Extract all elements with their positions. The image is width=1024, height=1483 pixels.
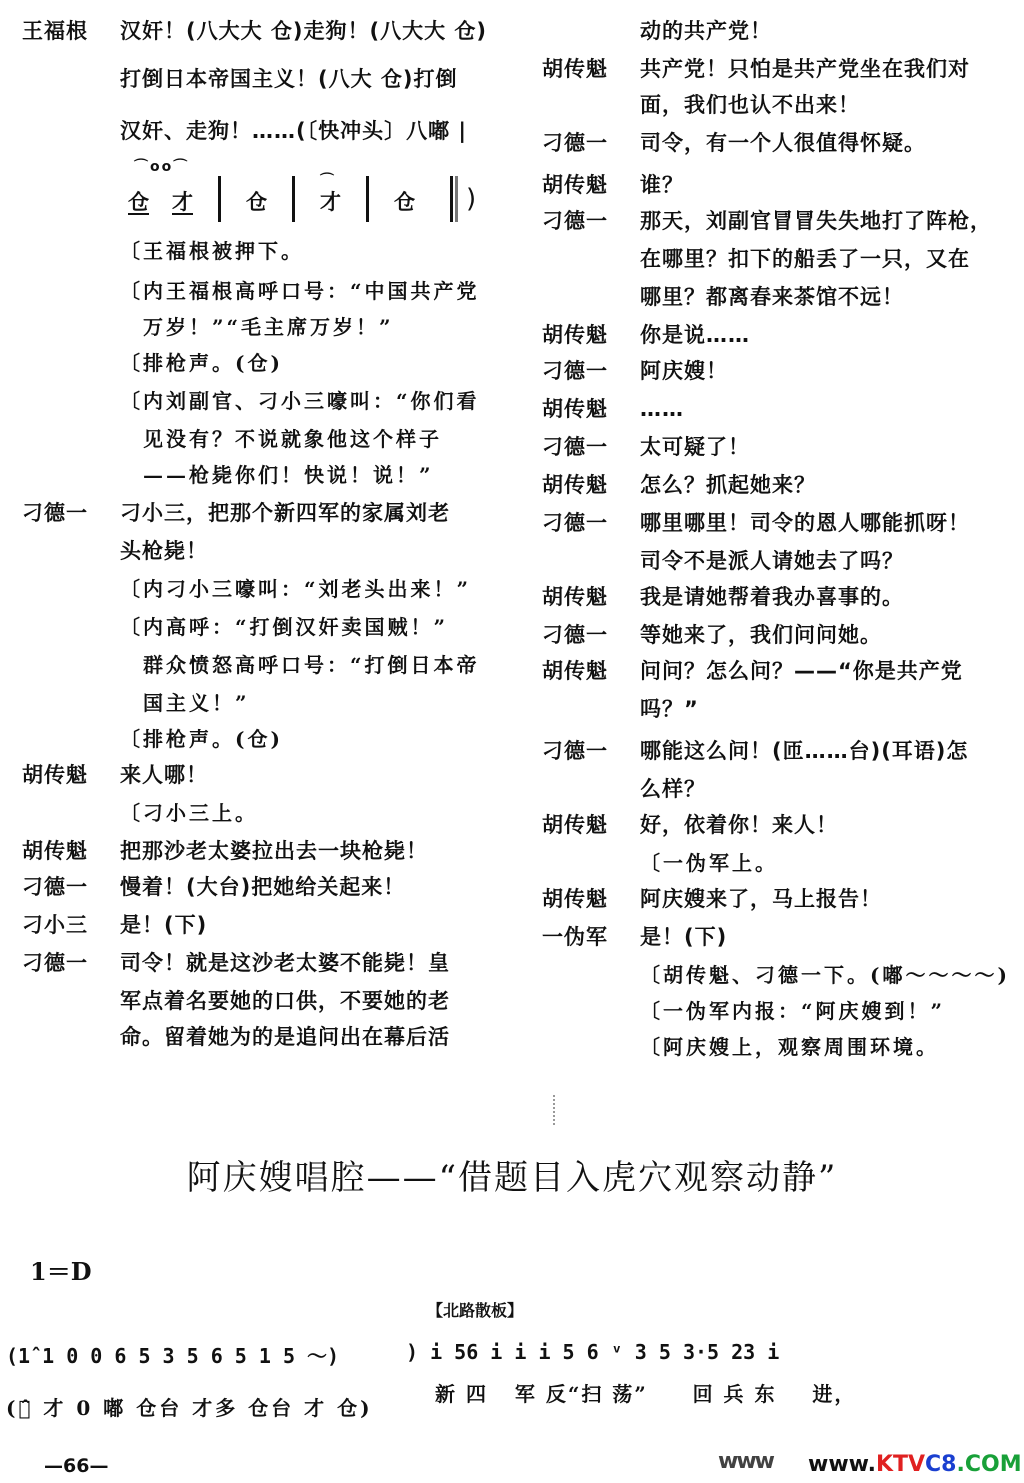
speaker-name: 刁德一 [542, 359, 608, 383]
stage-direction: 〔刁小三上。 [120, 801, 258, 825]
watermark-ktv: KTV [875, 1452, 926, 1477]
bar-line [366, 176, 369, 222]
speaker-name: 胡传魁 [542, 585, 608, 609]
speaker-name: 刁德一 [542, 209, 608, 233]
stage-direction: 〔内高呼：“打倒汉奸卖国贼！” [120, 615, 449, 639]
lyrics: 新 四 军 反“扫 荡” 回 兵 东 进， [435, 1382, 857, 1406]
stage-direction: ——枪毙你们！快说！说！” [120, 463, 434, 487]
speaker-name: 刁德一 [22, 951, 88, 975]
dialogue-line: 谁？ [640, 173, 684, 197]
dialogue-line: 么样？ [640, 777, 706, 801]
speaker-name: 刁德一 [22, 501, 88, 525]
stage-direction: 〔阿庆嫂上，观察周围环境。 [640, 1035, 939, 1059]
speaker-name: 胡传魁 [542, 323, 608, 347]
stage-direction: 〔排枪声。(仓) [120, 727, 283, 751]
speaker-name: 胡传魁 [22, 763, 88, 787]
dialogue-line: 司令！就是这沙老太婆不能毙！皇 [120, 951, 450, 975]
fermata-icon: ⌒ [320, 173, 334, 189]
stage-direction: 万岁！”“毛主席万岁！” [120, 315, 394, 339]
stage-direction: 群众愤怒高呼口号：“打倒日本帝 [120, 653, 480, 677]
speaker-name: 刁德一 [542, 739, 608, 763]
intro-percussion: (仓̂ 才 0 嘟 仓台 才多 仓台 才 仓) [6, 1396, 373, 1420]
dialogue-line: 等她来了，我们问问她。 [640, 623, 882, 647]
speaker-name: 胡传魁 [542, 813, 608, 837]
stage-direction: 〔内王福根高呼口号：“中国共产党 [120, 279, 480, 303]
stage-direction: 〔胡传魁、刁德一下。(嘟～～～～) [640, 963, 1010, 987]
watermark-com: .COM [956, 1452, 1022, 1477]
key-signature: 1＝D [30, 1257, 92, 1286]
speaker-name: 王福根 [22, 19, 88, 43]
dialogue-line: 怎么？抓起她来？ [640, 473, 816, 497]
song-title: 阿庆嫂唱腔——“借题目入虎穴观察动静” [186, 1158, 838, 1198]
divider [553, 1095, 557, 1125]
stage-direction: 见没有？不说就象他这个样子 [120, 427, 442, 451]
speaker-name: 刁德一 [542, 131, 608, 155]
dialogue-line: 刁小三，把那个新四军的家属刘老 [120, 501, 450, 525]
watermark-ghost: www [718, 1449, 773, 1474]
dialogue-line: 在哪里？扣下的船丢了一只，又在 [640, 247, 970, 271]
intro-melody: (1̂ 1 0 0 6 5 3 5 6 5 1 5 ～) [6, 1344, 340, 1368]
speaker-name: 胡传魁 [542, 173, 608, 197]
speaker-name: 胡传魁 [542, 887, 608, 911]
dialogue-line: 是！(下) [120, 913, 208, 937]
perc-cell: 仓 [246, 190, 267, 214]
stage-direction: 国主义！” [120, 691, 250, 715]
speaker-name: 胡传魁 [542, 57, 608, 81]
stage-direction: 〔排枪声。(仓) [120, 351, 283, 375]
stage-direction: 〔一伪军内报：“阿庆嫂到！” [640, 999, 946, 1023]
dialogue-line: 问问？怎么问？——“你是共产党 [640, 659, 963, 683]
close-paren: ) [466, 184, 477, 214]
dialogue-line: 好，依着你！来人！ [640, 813, 838, 837]
stage-direction: 〔王福根被押下。 [120, 239, 304, 263]
speaker-name: 刁德一 [542, 435, 608, 459]
watermark-www: www. [808, 1452, 876, 1477]
speaker-name: 刁小三 [22, 913, 88, 937]
watermark-c8: C8 [925, 1452, 957, 1477]
dialogue-line: 打倒日本帝国主义！(八大 仓)打倒 [120, 67, 458, 91]
dialogue-line: 太可疑了！ [640, 435, 750, 459]
speaker-name: 刁德一 [542, 511, 608, 535]
bar-line [218, 176, 221, 222]
mode-label: 【北路散板】 [427, 1301, 524, 1320]
dialogue-line: 哪里？都离春来茶馆不远！ [640, 285, 904, 309]
speaker-name: 刁德一 [22, 875, 88, 899]
speaker-name: 胡传魁 [542, 397, 608, 421]
dialogue-line: 头枪毙！ [120, 539, 208, 563]
dialogue-line: 吗？” [640, 697, 699, 721]
watermark [808, 1452, 1022, 1477]
speaker-name: 一伪军 [542, 925, 608, 949]
stage-direction: 〔内刁小三嚎叫：“刘老头出来！” [120, 577, 472, 601]
dialogue-line: 慢着！(大台)把她给关起来！ [120, 875, 406, 899]
dialogue-line: 动的共产党！ [640, 19, 772, 43]
speaker-name: 胡传魁 [22, 839, 88, 863]
dialogue-line: 哪里哪里！司令的恩人哪能抓呀！ [640, 511, 970, 535]
dialogue-line: 司令不是派人请她去了吗？ [640, 549, 904, 573]
dialogue-line: 命。留着她为的是追问出在幕后活 [120, 1025, 450, 1049]
dialogue-line: 我是请她帮着我办喜事的。 [640, 585, 904, 609]
dialogue-line: 军点着名要她的口供，不要她的老 [120, 989, 450, 1013]
dialogue-line: 那天，刘副官冒冒失失地打了阵枪， [640, 209, 992, 233]
perc-cell: 仓 [128, 190, 149, 214]
bar-line [292, 176, 295, 222]
dialogue-line: 面，我们也认不出来！ [640, 93, 860, 117]
vocal-melody: ) i 56 i i i 5 6 ᵛ 3 5 3·5 23 i [406, 1340, 780, 1364]
stage-direction: 〔一伪军上。 [640, 851, 778, 875]
dialogue-line: 把那沙老太婆拉出去一块枪毙！ [120, 839, 428, 863]
ornament-mark: ⌒oo⌒ [134, 159, 190, 175]
speaker-name: 胡传魁 [542, 659, 608, 683]
dialogue-line: 汉奸！(八大大 仓)走狗！(八大大 仓) [120, 19, 488, 43]
perc-cell: 仓 [394, 190, 415, 214]
dialogue-line: 阿庆嫂来了，马上报告！ [640, 887, 882, 911]
page-number: —66— [44, 1455, 109, 1477]
dialogue-line: 司令，有一个人很值得怀疑。 [640, 131, 926, 155]
dialogue-line: 共产党！只怕是共产党坐在我们对 [640, 57, 970, 81]
dialogue-line: 汉奸、走狗！……(〔快冲头〕八嘟 | [120, 119, 468, 143]
final-bar-line [450, 176, 458, 222]
dialogue-line: 阿庆嫂！ [640, 359, 728, 383]
dialogue-line: …… [640, 397, 684, 421]
speaker-name: 刁德一 [542, 623, 608, 647]
dialogue-line: 你是说…… [640, 323, 750, 347]
speaker-name: 胡传魁 [542, 473, 608, 497]
perc-cell: 才 [320, 190, 341, 214]
stage-direction: 〔内刘副官、刁小三嚎叫：“你们看 [120, 389, 480, 413]
dialogue-line: 是！(下) [640, 925, 728, 949]
perc-cell: 才 [172, 190, 193, 214]
percussion-notation [120, 159, 500, 226]
dialogue-line: 哪能这么问！(匝……台)(耳语)怎 [640, 739, 969, 763]
dialogue-line: 来人哪！ [120, 763, 208, 787]
